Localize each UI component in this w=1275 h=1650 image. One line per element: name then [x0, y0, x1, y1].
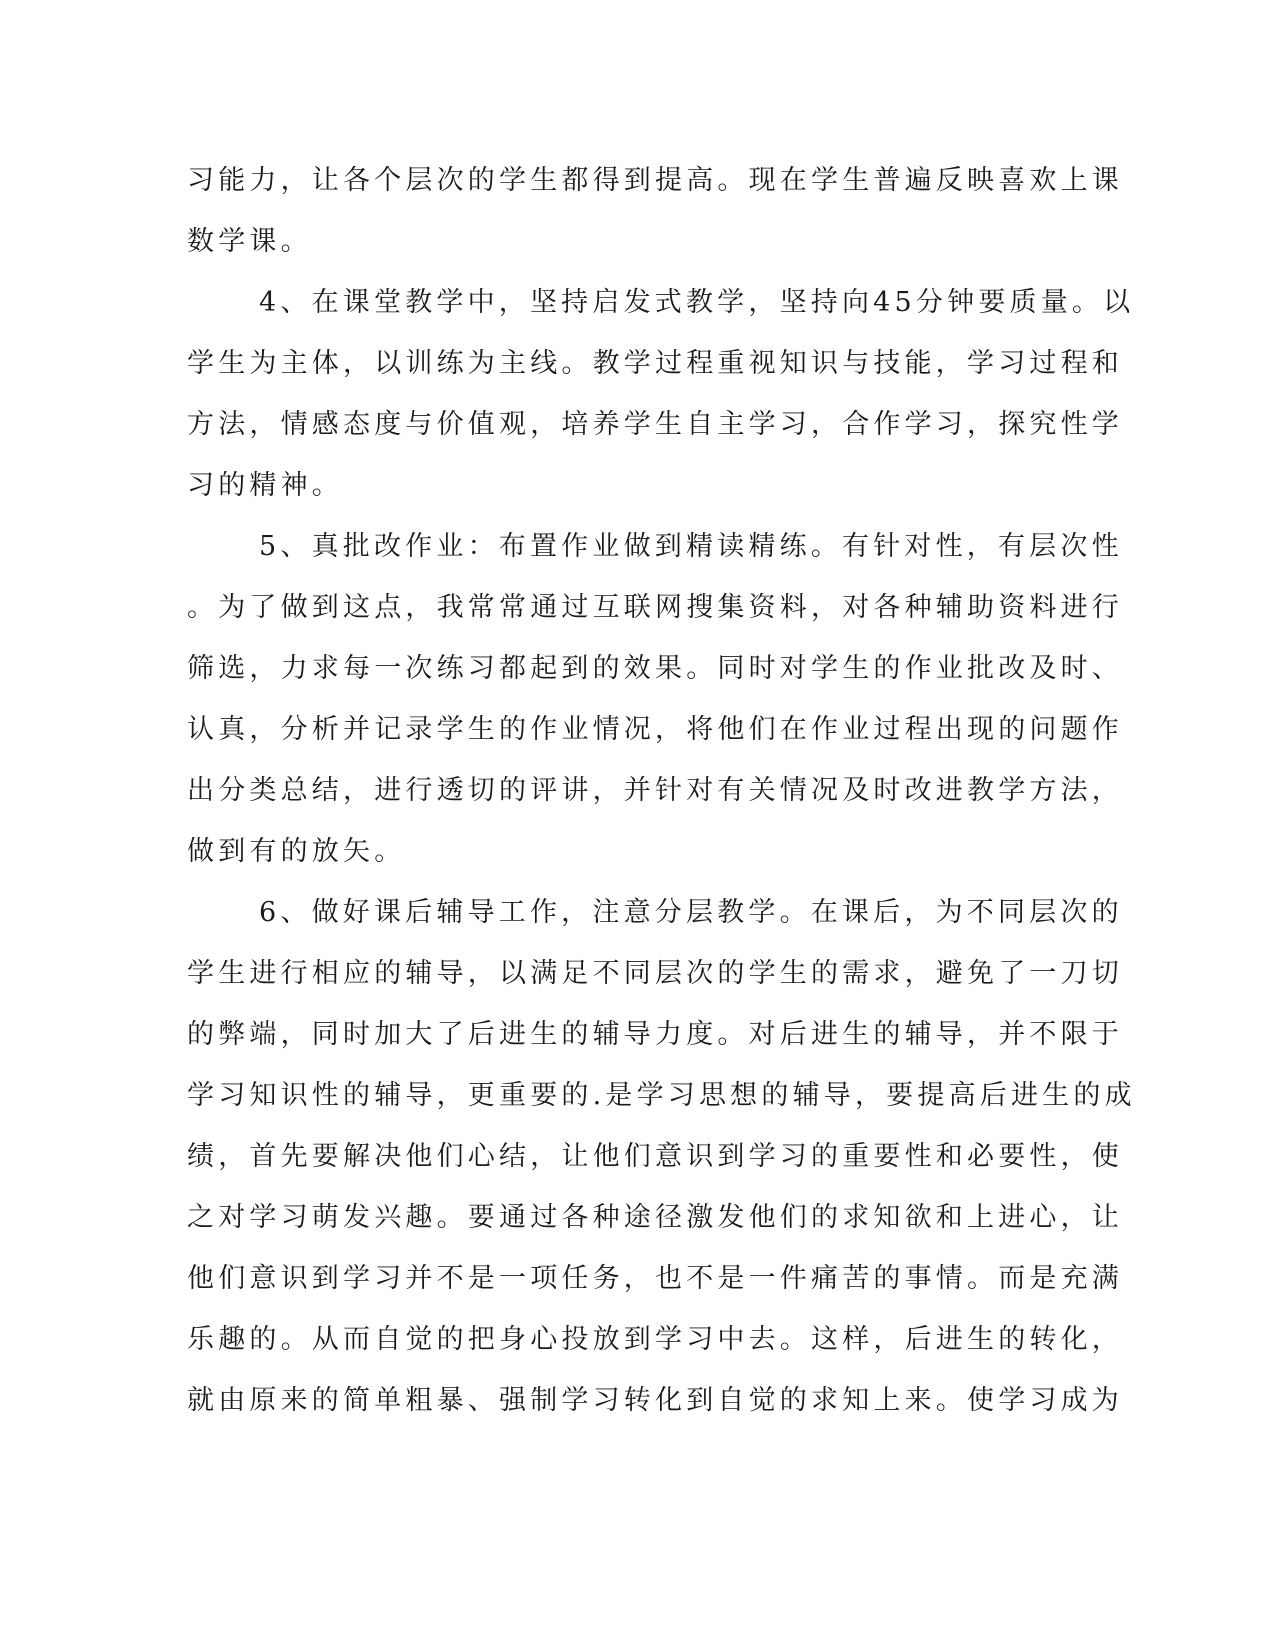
- text-line: 做到有的放矢。: [187, 836, 406, 867]
- paragraph-5-start: 5、真批改作业：布置作业做到精读精练。有针对性，有层次性: [259, 531, 1123, 562]
- text-line: 学习知识性的辅导，更重要的.是学习思想的辅导，要提高后进生的成: [187, 1080, 1136, 1111]
- text-line: 习的精神。: [187, 470, 343, 501]
- text-line: 绩，首先要解决他们心结，让他们意识到学习的重要性和必要性，使: [187, 1141, 1123, 1172]
- paragraph-6-start: 6、做好课后辅导工作，注意分层教学。在课后，为不同层次的: [259, 897, 1123, 928]
- paragraph-4-start: 4、在课堂教学中，坚持启发式教学，坚持向45分钟要质量。以: [259, 287, 1135, 318]
- document-body: [187, 158, 1136, 1439]
- text-line: 就由原来的简单粗暴、强制学习转化到自觉的求知上来。使学习成为: [187, 1385, 1123, 1416]
- text-line: 学生进行相应的辅导，以满足不同层次的学生的需求，避免了一刀切: [187, 958, 1123, 989]
- text-line: 。为了做到这点，我常常通过互联网搜集资料，对各种辅助资料进行: [187, 592, 1123, 623]
- text-line: 筛选，力求每一次练习都起到的效果。同时对学生的作业批改及时、: [187, 653, 1123, 684]
- text-line: 方法，情感态度与价值观，培养学生自主学习，合作学习，探究性学: [187, 409, 1123, 440]
- text-line: 之对学习萌发兴趣。要通过各种途径激发他们的求知欲和上进心，让: [187, 1202, 1123, 1233]
- text-line: 习能力，让各个层次的学生都得到提高。现在学生普遍反映喜欢上课: [187, 165, 1123, 196]
- text-line: 他们意识到学习并不是一项任务，也不是一件痛苦的事情。而是充满: [187, 1263, 1123, 1294]
- text-line: 学生为主体，以训练为主线。教学过程重视知识与技能，学习过程和: [187, 348, 1123, 379]
- text-line: 出分类总结，进行透切的评讲，并针对有关情况及时改进教学方法，: [187, 775, 1123, 806]
- text-line: 乐趣的。从而自觉的把身心投放到学习中去。这样，后进生的转化，: [187, 1324, 1123, 1355]
- text-line: 数学课。: [187, 226, 312, 257]
- text-line: 认真，分析并记录学生的作业情况，将他们在作业过程出现的问题作: [187, 714, 1123, 745]
- text-line: 的弊端，同时加大了后进生的辅导力度。对后进生的辅导，并不限于: [187, 1019, 1123, 1050]
